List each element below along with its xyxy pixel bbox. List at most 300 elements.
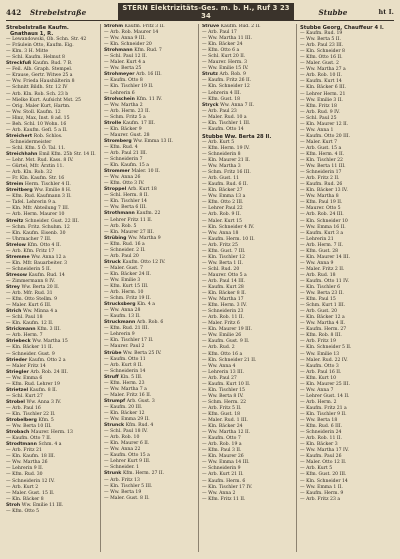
directory-entry: — Lehrer Herm. 21 xyxy=(300,91,346,97)
entry-details: Arb. Paul 17 xyxy=(208,30,237,36)
entry-details: Lehrerin 9 xyxy=(110,332,135,338)
entry-details: Schneider. Gust. 9 xyxy=(12,351,55,357)
directory-entry: — Gürtel, Mfr. Ärztin 11. xyxy=(6,164,64,170)
directory-entry: — Ww. Anna 7 xyxy=(300,387,334,393)
directory-entry: — Schl. Paul 18 IV. xyxy=(104,429,148,435)
directory-entry: — Kln. Kaufm. 15 a xyxy=(104,163,149,169)
directory-entry: — Kln. Bäcker 8 II. xyxy=(202,291,247,297)
entry-details: Ww. Anna 22 xyxy=(110,447,141,453)
directory-entry: — Arb. Herm. 7 xyxy=(6,333,43,339)
directory-entry: — Schneiderin 23 xyxy=(202,309,244,315)
directory-entry: — Kaufm. Rud. 19 xyxy=(300,31,343,37)
directory-entry: — Maler. Fritz 16 II. xyxy=(104,392,152,398)
entry-details: Kln. Tischler 9 II. xyxy=(306,412,347,417)
entry-details: Arb. Kaufm. Gefl. 5 a II. xyxy=(12,127,68,133)
entry-details: Kfm. Rud. 7 xyxy=(134,48,162,54)
entry-details: Ww. Emilie 3 II. xyxy=(306,97,343,103)
directory-entry: — Kfm. Rud. 21 III. xyxy=(104,326,149,332)
entry-details: Kfm. Otto Stellm. 9 xyxy=(12,297,58,303)
directory-entry: — Kln. Schneider 14 xyxy=(300,478,348,484)
entry-details: Kaufm. Rud. 19 xyxy=(306,31,343,37)
entry-details: Kfm. Otto 4 II. xyxy=(27,242,62,248)
entry-details: Arb. Rob. 10 xyxy=(110,435,140,441)
directory-entry: — Maler. Fritz 2 II. xyxy=(300,266,345,272)
entry-details: Arb. Fritz 23 a xyxy=(306,496,341,502)
entry-details: Kaufm. Gnathaus 1, R. xyxy=(10,25,69,38)
directory-entry: — Ww. Anna 28 xyxy=(104,308,141,314)
entry-details: Lehrerin 13 III. xyxy=(208,369,244,375)
entry-details: Ww. Berta 10 III. xyxy=(12,424,52,430)
directory-entry: — Ww. Emma 6 xyxy=(6,375,43,381)
entry-details: Kln. Schneider 8 xyxy=(306,49,345,55)
entry-surname: Streitz xyxy=(6,218,25,224)
directory-entry: — Uhrmacher 7 III. xyxy=(6,236,52,242)
directory-entry: — Lehrerin 9 xyxy=(104,332,135,338)
directory-entry: — Ww. Martha 26 xyxy=(6,460,48,466)
directory-entry xyxy=(6,25,98,37)
directory-entry: — Ww. Martha 27 a xyxy=(300,67,346,73)
directory-entry: — Kfm. Kurt 15 III. xyxy=(104,284,149,290)
entry-details: Arb. 16 III. xyxy=(136,72,162,78)
entry-details: Kln. Bäcker 9 xyxy=(110,126,142,132)
directory-entry: — Fräulein Otto, Kaufm. Eig. xyxy=(6,43,74,49)
entry-surname: Striegler xyxy=(6,369,31,375)
entry-details: Ww. Emilie 8 H. xyxy=(34,188,72,194)
directory-entry: — Lehrerin 9 II. xyxy=(6,466,44,472)
entry-details: Arb. Kurt 5 xyxy=(208,139,235,145)
entry-details: Kln. Bäcker 12 xyxy=(110,411,145,416)
directory-entry: — Schl. Rud. 20 xyxy=(202,266,240,272)
directory-entry: — Arb. Rob. 10 II. xyxy=(300,73,342,79)
directory-entry: — Maler. Kurt 15 xyxy=(202,218,242,224)
directory-entry: — Kln. Maurer 26 xyxy=(202,454,244,460)
directory-entry: — Orig. Maler Kurt, Hartm. xyxy=(6,103,71,109)
entry-details: Arb. Rob. 5 xyxy=(110,223,137,229)
directory-entry: — Schm. Fritz 16 III. xyxy=(202,170,251,176)
directory-entry: — Arb. Kln. Rob. Sch. 23 b xyxy=(6,91,69,97)
directory-entry: — Ww. Emma 29 II. xyxy=(104,417,150,423)
directory-entry: — Arb. Kurt 2 xyxy=(6,484,39,490)
entry-details: Kfm. Rud. 4 xyxy=(125,423,154,429)
entry-details: Arb. Kurt 21 II. xyxy=(208,472,244,478)
entry-details: Orig. Maler Kurt, Hartm. xyxy=(12,103,71,109)
entry-details: Schneiderin 12 IV. xyxy=(12,478,55,484)
entry-details: Lehrerin 21 xyxy=(306,236,334,242)
entry-details: Arb. Paul 20 xyxy=(110,253,139,259)
entry-details: Herm. Tischler 4 II. xyxy=(24,182,71,188)
entry-details: Ww. Berta 6 III. xyxy=(110,205,147,211)
entry-details: Arb. Gust. 3 xyxy=(126,398,155,404)
directory-entry: — Ww. Martha 8 xyxy=(300,194,339,200)
directory-entry: — Arb. Herm. Maurer 10 xyxy=(6,212,65,218)
directory-entry: — Arb. Rob. 5 xyxy=(104,223,137,229)
entry-details: Ww. Emma 16 II. xyxy=(306,224,346,230)
directory-entry: — Arb. Fritz 5 II. xyxy=(202,405,242,411)
entry-details: Schnitt Bildh. Str. 12 IV xyxy=(12,85,68,91)
entry-details: Arb. Kln. Rob. Sch. 23 b xyxy=(12,91,69,97)
directory-entry: — Arb. Kurt 5 xyxy=(202,139,235,145)
entry-details: Schneider. Gust. 22 III. xyxy=(24,218,79,224)
directory-entry: — Kln. Schneider 5 II. xyxy=(300,345,352,351)
directory-entry: — Ww. Berta 23 II. xyxy=(300,291,344,297)
directory-column-2 xyxy=(104,24,199,552)
directory-entry: — Arb. Rud. 18 xyxy=(300,272,336,278)
entry-details: Kln. Bäcker 12 a xyxy=(306,315,345,321)
directory-entry: — Schneiderin 14 xyxy=(104,368,146,374)
entry-details: Kfm. Kurt 15 III. xyxy=(110,284,149,290)
entry-details: Ww. Martha 15 xyxy=(32,339,68,345)
directory-entry: — Arb. Fritz 13 xyxy=(104,477,140,483)
entry-details: Schl. Paul 18 IV. xyxy=(110,429,148,435)
entry-details: Kaufm. Gust. 9 II. xyxy=(208,339,250,345)
entry-details: Arb. Herm. 7 xyxy=(12,333,43,339)
entry-details: Ww. Martha 3 xyxy=(208,164,241,170)
directory-entry: — Schm. Fritz 19 II. xyxy=(104,296,151,302)
directory-entry: — Klm. 3 H. Mitte xyxy=(6,49,49,55)
entry-details: Ww. Anna 3 IV. xyxy=(26,399,62,405)
entry-details: Ww. Emma 29 II. xyxy=(110,417,150,423)
entry-details: Maler. Rud. 10 a xyxy=(208,114,247,120)
entry-details: Kfm. Kurt 10 xyxy=(306,375,337,381)
entry-details: Kln. Maurer 6 II. xyxy=(110,441,150,447)
entry-details: Arb. Kurt 5 xyxy=(306,466,333,472)
directory-entry: — Lehrerin 21 xyxy=(300,236,334,242)
directory-entry: — Kaufm. Kurt 3 a xyxy=(300,230,344,236)
directory-entry: — Feil. Alb. Graph. Stempel. xyxy=(6,67,73,73)
entry-details: Kfm. Herm. 27 II. xyxy=(122,471,164,477)
entry-details: Arb. Mfr. Rud. 31 xyxy=(12,291,53,297)
entry-details: Kln. Bäcker 8 xyxy=(12,496,44,502)
directory-entry: — Kln. Schneider 20 xyxy=(104,42,152,48)
directory-entry: — Kln. Tischler 5 III. xyxy=(104,483,153,489)
directory-entry: — Kfm. Otto 5 xyxy=(6,508,40,514)
directory-entry: — Lehrer Paul 22 xyxy=(202,206,243,212)
directory-entry: — Ww. Anna 1 xyxy=(300,127,334,133)
entry-details: Kln. Tischler 5 III. xyxy=(110,483,153,489)
directory-column-3 xyxy=(202,24,297,552)
entry-details: Ww. Anna 4 xyxy=(208,363,236,369)
entry-details: Ww. Emma 13 a xyxy=(208,194,246,200)
directory-entry: — Schl. Kaufm. Helmut 8 xyxy=(6,55,65,61)
entry-details: Ww. Martha 12 II. xyxy=(208,430,251,436)
directory-entry: — Kln. Tischler 22 xyxy=(300,158,343,164)
page-header xyxy=(6,5,394,21)
directory-entry: — Kfm. Rud. Kaufmann 3 II. xyxy=(6,194,72,200)
entry-details: Kfm. Rob. 8 III. xyxy=(306,333,342,339)
entry-details: Arb. Rob. 10 II. xyxy=(306,73,342,79)
entry-details: Arb. Rob. Maurer 14 xyxy=(110,30,159,36)
entry-surname: Stubbe xyxy=(202,133,225,140)
entry-details: Kaufm. Fritz 3 II. xyxy=(124,24,165,29)
entry-details: Ww. Emilie 3 xyxy=(110,277,141,283)
entry-details: Ww. Emilie 11 III. xyxy=(21,502,64,508)
directory-entry: — Arb. Mfr. Rud. 31 xyxy=(6,291,53,297)
directory-entry: — Arb. Rob. 9 II. xyxy=(202,212,241,218)
entry-details: Kln. Tischler 17 IV. xyxy=(208,484,253,490)
entry-details: Ww. Berta 1 II. xyxy=(208,260,243,266)
directory-entry: — Kln. Tischler 19 II. xyxy=(104,84,154,90)
entry-details: Kln. Schneider 5 II. xyxy=(306,345,352,351)
entry-details: Kaufm. Otto 7 II. xyxy=(12,436,52,442)
entry-details: Kfm. Rud. 21 III. xyxy=(110,326,149,332)
entry-details: Schneiderin 17 xyxy=(306,170,342,176)
entry-details: Schm. Fritz 5 a xyxy=(110,114,146,120)
entry-details: Ww. Anna 9 xyxy=(306,260,334,266)
directory-entry: — Arb. Fritz 23 a xyxy=(300,496,341,502)
entry-details: Kln. Bäcker 13 IV. xyxy=(306,188,348,194)
directory-entry: — Maurer. Gust. 28 xyxy=(104,132,150,138)
directory-entry: — Kaufm. Fritz 26 II. xyxy=(202,78,252,84)
directory-entry: — Ww. Anna 4 xyxy=(202,363,236,369)
entry-details: Kln. Schneider 10 xyxy=(306,218,348,224)
entry-details: Maurer. Herm. 3 xyxy=(208,60,248,66)
entry-details: Maler Fritz 14 xyxy=(12,363,46,369)
entry-details: Maurer. Otto 5 xyxy=(306,206,341,212)
entry-surname: Strucksberg xyxy=(104,302,138,308)
directory-entry: — Kln. Tischler 17 II. xyxy=(104,338,154,344)
entry-details: Ww. Emma 13 II. xyxy=(133,138,173,144)
entry-details: Kln. Tischler 12 xyxy=(208,254,245,260)
entry-details: Arb. Paul 21 III. xyxy=(110,150,148,156)
entry-details: Kln. Maurer 26 xyxy=(208,454,244,460)
entry-details: Ww. Frieda Haushälterin 8 xyxy=(12,79,75,85)
directory-entry: — Schm. Fritz 5 a xyxy=(104,114,146,120)
directory-entry: — Kfm. Otto 3 IV. xyxy=(104,181,145,187)
entry-details: Kln. Tischler 19 II. xyxy=(110,84,154,90)
entry-details: Ww. Martha 17 IV. xyxy=(306,448,349,454)
directory-entry: — Arb. Fritz 19 xyxy=(300,339,336,345)
entry-details: Kln. Kaufm. 15 a xyxy=(110,163,149,169)
directory-entry: — Kaufm. 13 II. xyxy=(104,314,141,320)
entry-details: Kln. Maurer 27 III. xyxy=(110,229,155,235)
directory-entry: — Arb. Kurt 5 xyxy=(300,466,333,472)
directory-entry: — Kaufm. Kurt 10 II. xyxy=(202,381,251,387)
entry-details: Kfm. Rud. 16 a xyxy=(110,241,145,247)
entry-details: Ww. Martha 7 a xyxy=(110,386,147,392)
directory-entry: — Kfm. Otto 6 a xyxy=(202,48,240,54)
entry-details: Ww. Berta 25 IV. xyxy=(123,350,162,356)
directory-entry: — Arb. Gust. 15 a xyxy=(300,145,342,151)
directory-entry: — Kaufm. Herm. 9 xyxy=(300,490,344,496)
directory-entry: — Kln. Bäcker 24 xyxy=(202,42,243,48)
entry-details: Arb. Paul 16 xyxy=(12,405,41,411)
directory-entry: — Kfm. Otto Stellm. 9 xyxy=(6,297,58,303)
entry-details: Ww. Berta 25 xyxy=(110,66,142,72)
directory-entry: — Ww. Martha 17 IV. xyxy=(300,448,349,454)
entry-details: Schl. Herm. 8 II. xyxy=(110,193,149,199)
entry-details: Kln. Tischler 1 III. xyxy=(208,120,251,126)
entry-details: Kfm. Otto 2 III. xyxy=(208,200,244,206)
entry-details: Kln. Maurer 14 III. xyxy=(306,254,351,260)
entry-details: Maler. Rud. 22 IV. xyxy=(306,357,348,363)
entry-details: Kaufm. Otto 11 IV. xyxy=(306,278,349,284)
directory-entry: — Lehrer Fritz 11 II. xyxy=(104,217,153,223)
entry-details: Arb. Paul 14 III. xyxy=(208,278,246,284)
entry-details: Schneiderin 14 xyxy=(110,368,146,374)
entry-details: Lehrerin 9 II. xyxy=(12,466,44,472)
right-running-title: Stubbe xyxy=(318,7,348,17)
entry-details: Kaufm. Rud. 14 xyxy=(28,272,65,278)
directory-entry: — Arb. Kurt 21 II. xyxy=(202,472,244,478)
entry-details: Kaufm. Fritz 21 a xyxy=(306,405,347,411)
directory-entry: — Lehrer Gust. 14 II. xyxy=(300,393,350,399)
directory-entry: — Ww. Anna 18 xyxy=(202,230,239,236)
entry-details: Ww. Anna 1 xyxy=(306,127,334,133)
entry-surname: Streitberg xyxy=(6,188,35,194)
entry-details: Ww. Anna 12 a xyxy=(31,254,66,260)
entry-details: Kln. Schneider 12 xyxy=(208,84,250,90)
entry-details: Kfm. Otto 6 a xyxy=(208,48,240,54)
directory-entry: — Kln. Mfr. Abteilung 7 III. xyxy=(6,206,70,212)
entry-details: Maler. Otto 12 II. xyxy=(306,460,347,466)
entry-details: Kln. Maurer 12 II. xyxy=(306,121,349,127)
entry-details: Uhrmacher 7 III. xyxy=(12,236,52,242)
entry-details: Arb. Herm. 2 xyxy=(306,399,337,405)
directory-entry: — Kaufm. Otto 8 xyxy=(104,78,143,84)
entry-details: Schl. Kaufm. Helmut 8 xyxy=(12,55,65,61)
entry-surname: Struff xyxy=(104,374,121,380)
directory-entry: — Kfm. Rud. 30 xyxy=(6,472,43,478)
directory-entry: — Schneiderin 7 xyxy=(104,157,143,163)
entry-details: Kln. Maurer 19 III. xyxy=(208,327,253,333)
entry-details: Georg, Chauffeur 4 I. xyxy=(322,25,384,31)
entry-surname: Stresow xyxy=(6,272,29,278)
directory-entry: — Beh. Schl. 10 Wohn. 16 xyxy=(6,121,67,127)
directory-entry: — Kln. Maurer 14 III. xyxy=(300,254,351,260)
entry-details: Arb. Rob. 11 II. xyxy=(306,436,342,442)
entry-surname: Stryck xyxy=(202,102,221,108)
entry-details: Lehrer Gust. 14 II. xyxy=(306,393,350,399)
directory-entry: — Kln. Kaufm. 12 II. xyxy=(6,321,54,327)
directory-entry: — Kfm. Fritz 18 xyxy=(300,103,337,109)
directory-entry: — Kfm. Gust. 7 III. xyxy=(202,248,246,254)
entry-details: Schneiderin 23 xyxy=(208,309,244,315)
entry-details: Kaufm. Otto 2 a xyxy=(28,357,66,363)
directory-entry: — Kln. Schneider 12 xyxy=(202,84,250,90)
directory-entry: — Arb. Paul 16 xyxy=(6,405,41,411)
entry-details: Kln. Bäcker 24 xyxy=(208,424,243,430)
directory-entry: — Kfm. Gust. 20 III. xyxy=(300,472,347,478)
entry-details: Schneiderin 5 II. xyxy=(12,266,52,272)
entry-details: Kaufm. Otto 14 xyxy=(208,126,244,132)
entry-details: Ww. Emilie 15 IV. xyxy=(208,66,249,72)
directory-entry: — Kln. Maurer 19 III. xyxy=(202,327,253,333)
directory-entry: — Ww. Emilie 13 xyxy=(300,351,340,357)
entry-details: Kln. Tischler 17 II. xyxy=(110,338,154,344)
entry-details: Kaufm. Rud. 7 B. xyxy=(32,61,73,67)
entry-details: Schneiderin 8 xyxy=(208,151,241,157)
directory-entry: — Schneiderin 12 IV. xyxy=(6,478,55,484)
directory-entry: — Arb. Rob. 10 xyxy=(104,435,140,441)
entry-details: Ww. Martha 17 xyxy=(208,297,244,303)
entry-details: Arb. Kurt 8 II. xyxy=(110,362,143,368)
entry-details: Kln. Mfr. Bauarbeiter. 3 xyxy=(12,260,68,266)
entry-details: Kfm. Gust. 20 III. xyxy=(306,472,347,478)
entry-details: Kaufm. Otto 7 xyxy=(208,436,241,442)
directory-entry: — Lehrerin 4 III. xyxy=(202,90,242,96)
entry-details: Kfm. Herm. 3 IV. xyxy=(208,303,247,309)
directory-entry: — Kaufm. Herm. 10 II. xyxy=(202,236,255,242)
directory-entry: — Kfm. Otto 2 III. xyxy=(202,200,244,206)
directory-entry: — Kln. Bäcker 9 xyxy=(104,126,142,132)
directory-entry: — Schneiderin 8 xyxy=(202,151,241,157)
directory-entry: — Schl. Paul 25 xyxy=(300,115,337,121)
entry-details: Gürtel, Mfr. Ärztin 11. xyxy=(12,164,64,170)
entry-details: Schl. Kurt 27 xyxy=(12,393,43,399)
directory-entry: — Kaufm. Herm. 27 xyxy=(300,327,347,333)
entry-details: Lehrer Herm. 21 xyxy=(306,91,346,97)
entry-details: Kaufm. 22 xyxy=(136,211,161,217)
entry-details: Kln. Tischler 15 xyxy=(208,387,245,393)
directory-entry: — Maler. Rud. 22 IV. xyxy=(300,357,348,363)
entry-details: Kln. Maurer 21 II. xyxy=(208,158,251,164)
entry-details: Fr. Kln. Kaufm. Str. 16 xyxy=(12,176,65,182)
entry-details: Maurer. Herm. 13 xyxy=(30,430,73,436)
directory-entry: — Arb. Paul 17 xyxy=(202,30,237,36)
directory-entry: — Kfm. Gust. 18 xyxy=(202,412,241,417)
directory-entry: — Maler. Gust. 8 II. xyxy=(104,495,150,501)
directory-entry: — Ww. Emilie 26 xyxy=(202,333,242,339)
directory-entry: — Kln. Tischler 12 xyxy=(202,254,245,260)
directory-entry: — Kln. Maurer 6 II. xyxy=(104,441,150,447)
directory-entry: — Arb. Paul 23 III. xyxy=(300,43,344,49)
entry-details: Schl. Rud. 20 xyxy=(208,266,240,272)
entry-details: Mielke Kurt. Aufsicht Mst. 25 xyxy=(12,97,81,103)
entry-details: Beh. Schl. 10 Wohn. 16 xyxy=(12,121,67,127)
entry-details: Fräulein Otto, Kaufm. Eig. xyxy=(12,43,74,49)
entry-details: Kfm. Fritz 11 II. xyxy=(208,496,246,502)
directory-entry: — Kln. Bäcker 11 II. xyxy=(6,345,54,351)
entry-details: Schl. Paul 25 xyxy=(306,115,337,121)
entry-details: Kfm. Rud. Kaufmann 3 II. xyxy=(12,194,72,200)
entry-details: Arb. Rud. 9 IV. xyxy=(306,109,340,115)
directory-entry: — Kfm. Rud. 16 a xyxy=(104,241,145,247)
entry-details: Arb. Kurt 2 xyxy=(12,484,39,490)
entry-details: Arb. Gust. 15 a xyxy=(306,145,342,151)
entry-surname: Stremme xyxy=(6,254,32,260)
entry-surname: Streichert xyxy=(6,133,34,139)
directory-entry: — Kln. Mfr. Bauarbeiter. 3 xyxy=(6,260,68,266)
directory-entry: — Arb. Rob. 19 a xyxy=(202,442,242,448)
entry-details: Kfm. Fritz 18 xyxy=(306,103,337,109)
directory-entry: — Ww. Berta 1 II. xyxy=(202,260,243,266)
directory-entry: — Arb. Rud. 9 IV. xyxy=(300,109,340,115)
directory-entry: — Arb. Rud. 2 xyxy=(202,345,235,351)
directory-entry: — Arb. Paul 27 xyxy=(202,375,237,381)
directory-entry: — Kln. Kaufm. 18 III. xyxy=(6,454,56,460)
directory-entry: — Kln. Tischler 22 II. xyxy=(6,412,56,417)
directory-entry: — Kln. Bäcker 3 xyxy=(300,442,338,448)
directory-entry: — Maurer. Paul 2 xyxy=(104,344,145,350)
directory-entry: — Maler. Rud. 10 a xyxy=(202,114,247,120)
directory-entry: — Hinz, Max, Inst. 8 ad. 15 xyxy=(6,115,70,121)
entry-details: Maler. 10 II. xyxy=(131,169,161,175)
entry-details: Feil. Alb. Graph. Stempel. xyxy=(12,67,73,73)
entry-surname: Strobach xyxy=(6,430,31,436)
entry-details: Schl. Kurt 20 II. xyxy=(208,54,246,60)
entry-surname: Strickmann xyxy=(6,327,38,333)
directory-entry: — Ww. Berta 11 III. xyxy=(300,164,346,170)
directory-entry: — Kln. Tischler 9 II. xyxy=(300,412,347,417)
entry-details: Lehrer Fritz 11 II. xyxy=(110,217,153,223)
directory-entry: — Arb. Paul 14 III. xyxy=(202,278,246,284)
directory-entry: — Maler. Kurt 7 xyxy=(300,139,338,145)
directory-entry: — Maurer. Herm. 3 xyxy=(202,60,248,66)
entry-details: Arb. Rud. 18 xyxy=(306,272,336,278)
entry-details: Schneider. 2 II. xyxy=(110,247,146,253)
directory-entry: — Ww. Berta 25 xyxy=(104,66,142,72)
entry-details: Maler. Gust. 2 xyxy=(306,61,339,67)
